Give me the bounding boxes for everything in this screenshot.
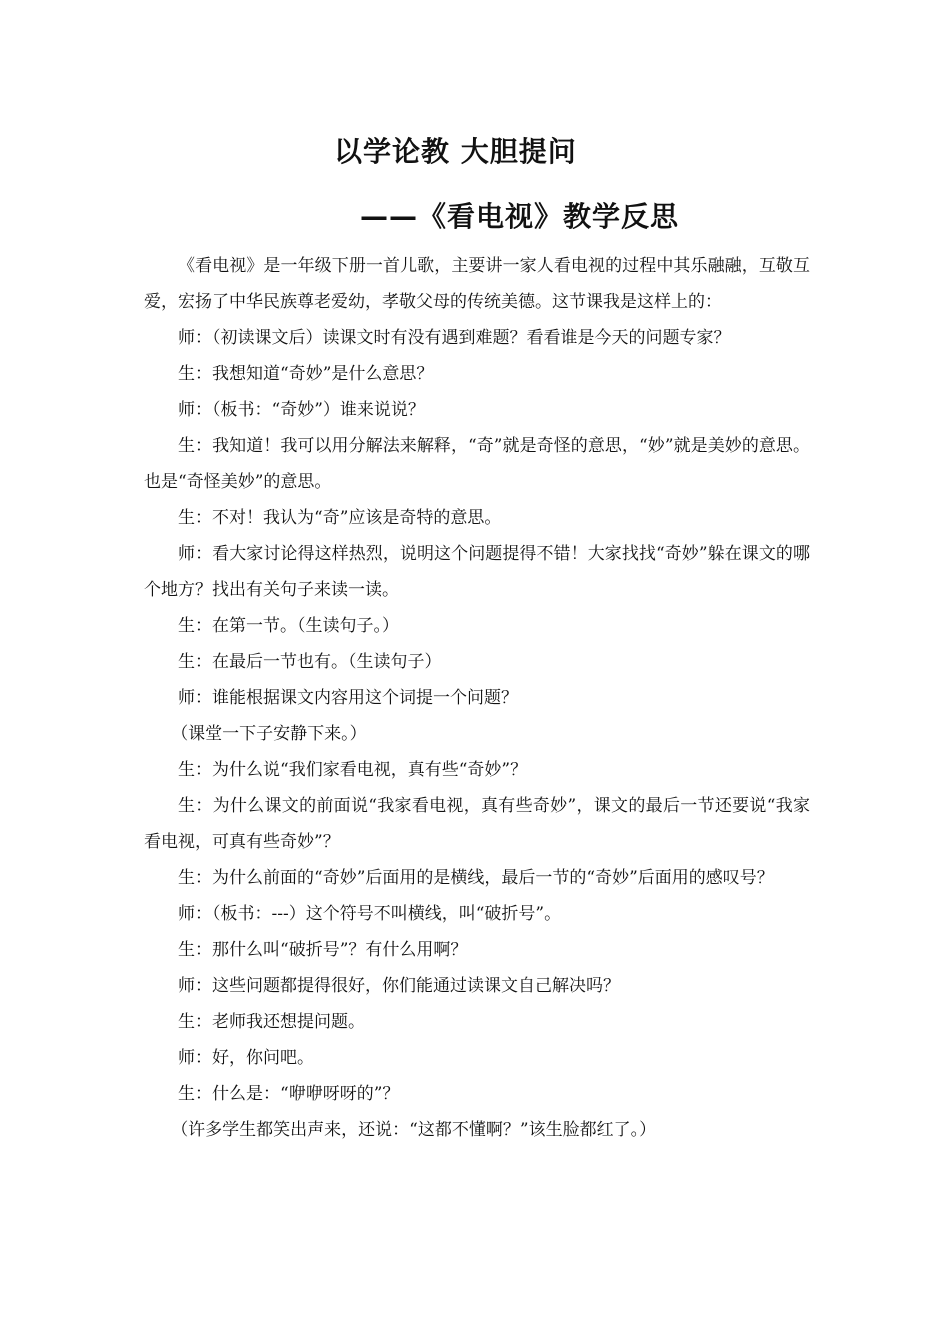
dialogue-line: 师：谁能根据课文内容用这个词提一个问题？ bbox=[178, 688, 518, 708]
dialogue-line: 生：在第一节。（生读句子。） bbox=[178, 616, 399, 636]
dialogue-line: 师：这些问题都提得很好，你们能通过读课文自己解决吗？ bbox=[178, 976, 620, 996]
dialogue-line: 师：好，你问吧。 bbox=[178, 1048, 314, 1068]
dialogue-line: 生：在最后一节也有。（生读句子） bbox=[178, 652, 442, 672]
dialogue-line: 生：老师我还想提问题。 bbox=[178, 1012, 365, 1032]
document-body bbox=[144, 248, 810, 1148]
intro-paragraph: 《看电视》是一年级下册一首儿歌，主要讲一家人看电视的过程中其乐融融，互敬互爱，宏扬了中华民族尊老爱幼，孝敬父母的传统美德。这节课我是这样上的： bbox=[144, 256, 810, 312]
dialogue-line: 生：我想知道“奇妙”是什么意思？ bbox=[178, 364, 434, 384]
dialogue-line: 生：那什么叫“破折号”？有什么用啊？ bbox=[178, 940, 468, 960]
dialogue-line: 师：看大家讨论得这样热烈，说明这个问题提得不错！大家找找“奇妙”躲在课文的哪个地方？找出有关句子来读一读。 bbox=[144, 544, 810, 600]
dialogue-line: 生：什么是：“咿咿呀呀的”？ bbox=[178, 1084, 400, 1104]
document-title: 以学论教 大胆提问 bbox=[334, 135, 577, 168]
dialogue-line: 师：（初读课文后）读课文时有没有遇到难题？看看谁是今天的问题专家？ bbox=[178, 328, 731, 348]
dialogue-line: 师：（板书：“奇妙”）谁来说说？ bbox=[178, 400, 425, 420]
stage-note: （课堂一下子安静下来。） bbox=[171, 724, 367, 744]
dialogue-line: 生：为什么说“我们家看电视，真有些“奇妙”？ bbox=[178, 760, 528, 780]
dialogue-line: 生：我知道！我可以用分解法来解释，“奇”就是奇怪的意思，“妙”就是美妙的意思。也是“奇怪美妙”的意思。 bbox=[144, 436, 810, 492]
dialogue-line: 师：（板书：---）这个符号不叫横线，叫“破折号”。 bbox=[178, 904, 562, 924]
dialogue-line: 生：不对！我认为“奇”应该是奇特的意思。 bbox=[178, 508, 502, 528]
stage-note: （许多学生都笑出声来，还说：“这都不懂啊？”该生脸都红了。） bbox=[171, 1120, 657, 1140]
dialogue-line: 生：为什么前面的“奇妙”后面用的是横线，最后一节的“奇妙”后面用的感叹号？ bbox=[178, 868, 774, 888]
document-subtitle: ——《看电视》教学反思 bbox=[360, 200, 680, 233]
dialogue-line: 生：为什么课文的前面说“我家看电视，真有些奇妙”，课文的最后一节还要说“我家看电视，可真有些奇妙”？ bbox=[144, 796, 810, 852]
